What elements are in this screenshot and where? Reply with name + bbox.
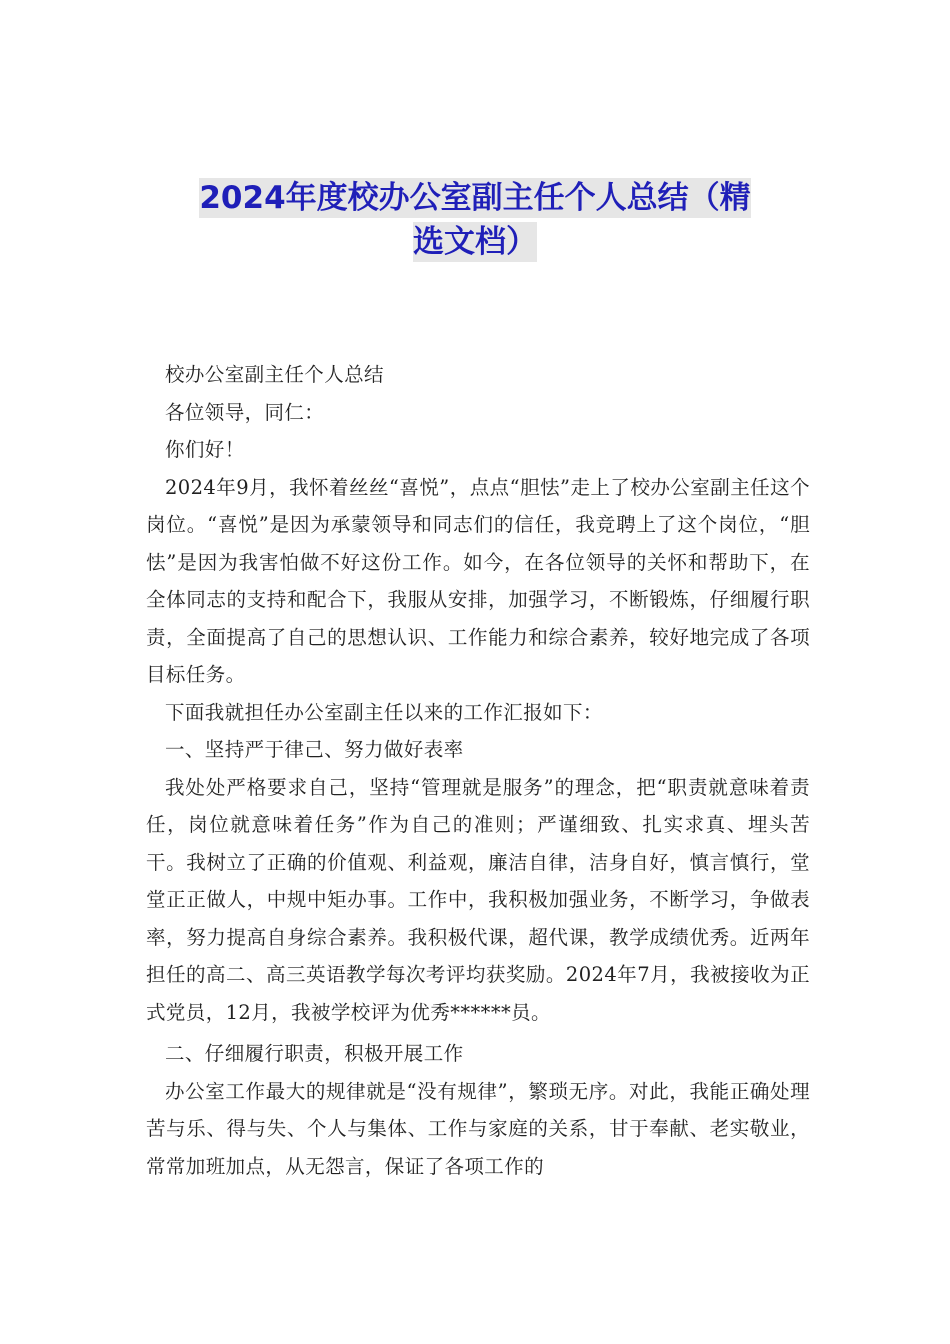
paragraph-report-lead: 下面我就担任办公室副主任以来的工作汇报如下：	[165, 700, 603, 724]
document-body	[146, 356, 810, 1185]
paragraph-intro: 2024年9月，我怀着丝丝“喜悦”，点点“胆怯”走上了校办公室副主任这个岗位。“喜悦”是因为承蒙领导和同志们的信任，我竞聘上了这个岗位，“胆怯”是因为我害怕做不好这份工作。如今，在各位领导的关怀和帮助下，在全体同志的支持和配合下，我服从安排，加强学习，不断锻炼，仔细履行职责，全面提高了自己的思想认识、工作能力和综合素养，较好地完成了各项目标任务。	[146, 475, 810, 686]
section-heading-2: 二、仔细履行职责，积极开展工作	[165, 1042, 464, 1065]
paragraph-salutation: 各位领导，同仁：	[165, 400, 325, 424]
paragraph-section-2: 办公室工作最大的规律就是“没有规律”，繁琐无序。对此，我能正确处理苦与乐、得与失、个人与集体、工作与家庭的关系，甘于奉献、老实敬业，常常加班加点，从无怨言，保证了各项工作的	[146, 1079, 810, 1178]
title-line-1: 2024年度校办公室副主任个人总结（精	[199, 180, 751, 216]
paragraph-section-1: 我处处严格要求自己，坚持“管理就是服务”的理念，把“职责就意味着责任，岗位就意味着任务”作为自己的准则；严谨细致、扎实求真、埋头苦干。我树立了正确的价值观、利益观，廉洁自律，洁身自好，慎言慎行，堂堂正正做人，中规中矩办事。工作中，我积极加强业务，不断学习，争做表率，努力提高自身综合素养。我积极代课，超代课，教学成绩优秀。近两年担任的高二、高三英语教学每次考评均获奖励。2024年7月，我被接收为正式党员，12月，我被学校评为优秀******员。	[146, 775, 810, 1024]
document-title	[0, 176, 950, 264]
paragraph-greeting: 你们好！	[165, 438, 245, 461]
section-heading-1: 一、坚持严于律己、努力做好表率	[165, 738, 464, 761]
title-line-2: 选文档）	[413, 224, 537, 260]
paragraph-heading: 校办公室副主任个人总结	[165, 363, 384, 386]
